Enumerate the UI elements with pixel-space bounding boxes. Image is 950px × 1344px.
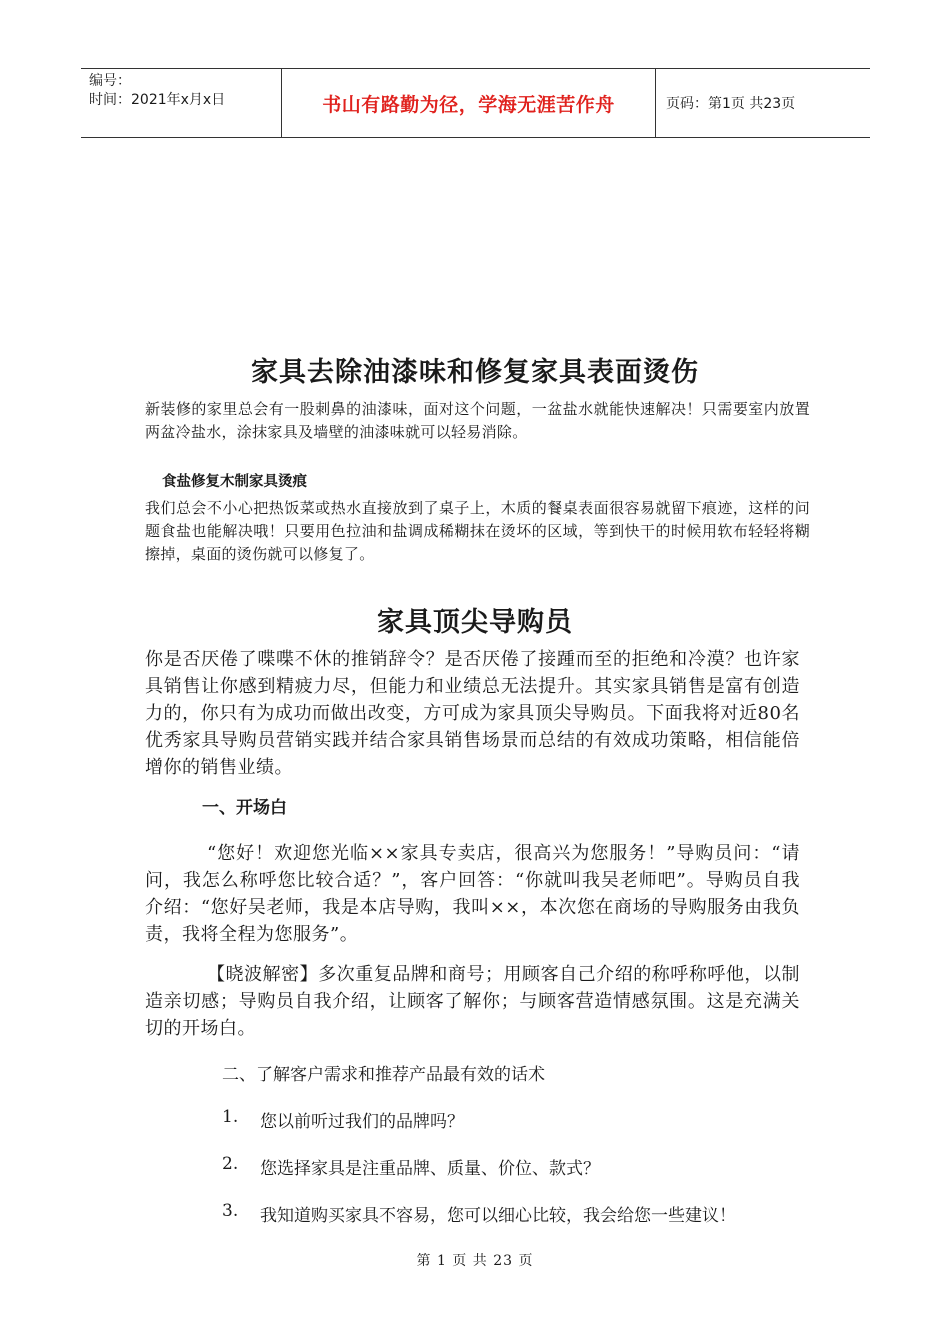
question-item [222, 1201, 736, 1226]
section2-heading: 二、了解客户需求和推荐产品最有效的话术 [222, 1065, 545, 1085]
header-date-label: 时间：2021年x月x日 [89, 92, 226, 108]
section1-comment: 【晓波解密】多次重复品牌和商号；用顾客自己介绍的称呼称呼他，以制造亲切感；导购员自我介绍，让顾客了解你；与顾客营造情感氛围。这是充满关切的开场白。 [145, 964, 800, 1039]
question-item [222, 1107, 464, 1132]
article1-body: 我们总会不小心把热饭菜或热水直接放到了桌子上，木质的餐桌表面很容易就留下痕迹，这样的问题食盐也能解决哦！只要用色拉油和盐调成稀糊抹在烫坏的区域，等到快干的时候用软布轻轻将糊擦掉，桌面的烫伤就可以修复了。 [145, 499, 810, 563]
document-header [81, 68, 870, 138]
question-number: 3. [222, 1201, 239, 1221]
question-text: 您选择家具是注重品牌、质量、价位、款式？ [260, 1159, 600, 1179]
question-text: 我知道购买家具不容易，您可以细心比较，我会给您一些建议！ [260, 1206, 736, 1226]
header-meta-cell [81, 69, 282, 137]
section1-heading: 一、开场白 [202, 798, 287, 818]
article1-title: 家具去除油漆味和修复家具表面烫伤 [251, 357, 699, 388]
article2-intro: 你是否厌倦了喋喋不休的推销辞令？是否厌倦了接踵而至的拒绝和冷漠？也许家具销售让你感到精疲力尽，但能力和业绩总无法提升。其实家具销售是富有创造力的，你只有为成功而做出改变，方可成为家具顶尖导购员。下面我将对近80名优秀家具导购员营销实践并结合家具销售场景而总结的有效成功策略，相信能倍增你的销售业绩。 [145, 649, 800, 778]
article1-intro: 新装修的家里总会有一股刺鼻的油漆味，面对这个问题，一盆盐水就能快速解决！只需要室内放置两盆冷盐水，涂抹家具及墙壁的油漆味就可以轻易消除。 [145, 400, 810, 441]
header-page-info: 页码：第1页 共23页 [666, 96, 796, 112]
question-number: 1. [222, 1107, 239, 1127]
question-number: 2. [222, 1154, 239, 1174]
question-item [222, 1154, 600, 1179]
page-footer: 第 1 页 共 23 页 [416, 1253, 534, 1269]
article2-title: 家具顶尖导购员 [377, 607, 573, 638]
header-motto: 书山有路勤为径，学海无涯苦作舟 [282, 69, 656, 137]
header-number-label: 编号： [89, 73, 131, 89]
article1-subheading: 食盐修复木制家具烫痕 [162, 474, 307, 490]
section1-dialogue: “您好！欢迎您光临××家具专卖店，很高兴为您服务！”导购员问：“请问，我怎么称呼您比较合适？”，客户回答：“你就叫我吴老师吧”。导购员自我介绍：“您好吴老师，我是本店导购，我叫××，本次您在商场的导购服务由我负责，我将全程为您服务”。 [145, 843, 800, 945]
question-text: 您以前听过我们的品牌吗？ [260, 1112, 464, 1132]
